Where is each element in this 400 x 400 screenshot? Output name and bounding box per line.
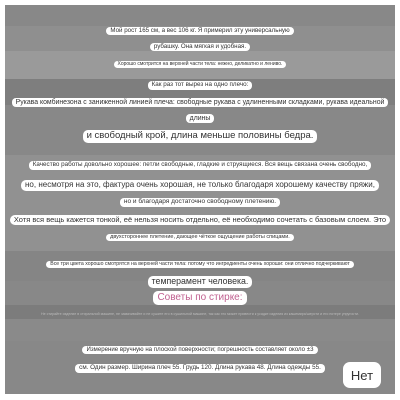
caption-text: Измерение вручную на плоской поверхности; погрешность составляет около ±3: [82, 346, 317, 354]
caption-text: но и благодаря достаточно свободному плетению.: [120, 198, 280, 207]
no-button[interactable]: Нет: [343, 362, 381, 388]
caption-text: Хорошо смотрится на верхней части тела: нежно, деликатно и ленивo.: [114, 61, 287, 68]
caption-line-3: [5, 61, 395, 68]
caption-text: Мой рост 165 см, а вес 106 кг. Я примерил эту универсальную: [106, 27, 293, 35]
caption-line-11: [5, 215, 395, 225]
caption-text: Как раз тот вырез на одно плечо:: [148, 81, 253, 90]
caption-text: рубашку. Она мягкая и удобная.: [150, 43, 250, 51]
caption-line-9: [5, 180, 395, 191]
caption-line-7: [5, 130, 395, 143]
caption-text: но, несмотря на это, фактура очень хорошая, не только благодаря хорошему качеству пряжи,: [21, 180, 379, 191]
caption-line-14: [5, 276, 395, 288]
caption-line-8: [5, 161, 395, 170]
caption-line-6: [5, 114, 395, 123]
caption-line-4: [5, 81, 395, 90]
caption-line-2: [5, 43, 395, 51]
caption-text: Качество работы довольно хорошее: петли свободные, гладкие и струящиеся. Вся вещь связана очень свободно,: [29, 161, 372, 170]
caption-line-13: [5, 261, 395, 268]
caption-text: Рукава комбинезона с заниженной линией плеча: свободные рукава с удлиненными складками, рукава идеальной: [12, 98, 389, 107]
caption-line-1: [5, 27, 395, 35]
caption-text: темперамент человека.: [148, 276, 253, 288]
caption-line-10: [5, 198, 395, 207]
measure-line-2: [5, 364, 395, 373]
caption-line-12: [5, 234, 395, 241]
caption-text: двухстороннее плетение, дающее чёткое ощущение работы спицами.: [106, 234, 294, 241]
caption-text: Все три цвета хорошо смотрятся на верхней части тела: потому что ингредиенты очень хороши: они отлично подчеркивают: [46, 261, 354, 268]
washing-tips-heading: [5, 291, 395, 305]
image-panel: [5, 5, 395, 394]
caption-text: и свободный крой, длина меньше половины бедра.: [83, 130, 318, 143]
measure-line-1: [5, 346, 395, 354]
heading-text: Советы по стирке:: [153, 291, 246, 305]
caption-text: см. Один размер. Ширина плеч 55. Грудь 120. Длина рукава 48. Длина одежды 55.: [75, 364, 325, 373]
caption-text: длины: [186, 114, 215, 123]
caption-line-5: [5, 98, 395, 107]
strip: [5, 319, 395, 341]
washing-instructions-text: Не стирайте изделие в стиральной машине, не замачивайте и не сушите его в сушильной машине, так как это может привести к усадке изделия из кашемира/шерсти и его потере упругости.: [41, 312, 359, 316]
caption-text: Хотя вся вещь кажется тонкой, её нельзя носить отдельно, её необходимо сочетать с базовым слоем. Это: [10, 215, 390, 225]
